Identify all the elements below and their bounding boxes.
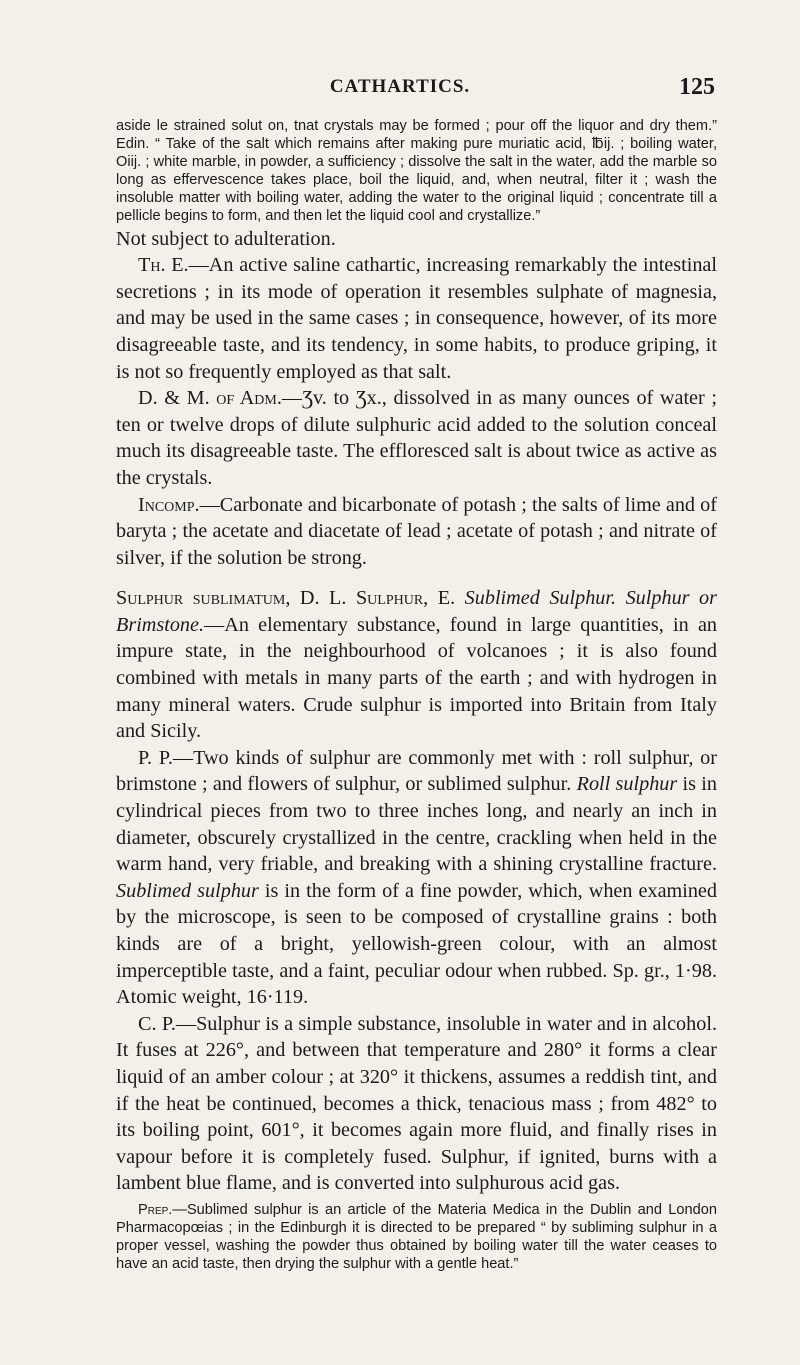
sulphur-heading-a: Sulphur sublimatum, D. L.: [116, 587, 347, 610]
sulphur-heading-c: Sublimed Sulphur. Sulphur or Brimstone.: [116, 587, 717, 636]
sublimed-sulphur-label: Sublimed sulphur: [116, 879, 259, 902]
sulphur-entry-paragraph: [116, 585, 717, 745]
th-e-label: Th. E.: [138, 254, 189, 277]
roll-sulphur-label: Roll sulphur: [576, 773, 678, 796]
incomp-label: Incomp.: [138, 493, 200, 516]
sulphur-text: —An elementary substance, found in large quantities, in an impure state, in the neighbourhood of volcanoes ; it is also found combined with metals in many parts of the earth ; and with hydrogen in many mineral waters. Crude sulphur is imported into Britain from Italy and Sicily.: [116, 613, 717, 743]
page-body: [116, 117, 717, 1273]
preparation-paragraph: [116, 1201, 717, 1273]
therapeutic-effects-paragraph: [116, 252, 717, 385]
running-title: CATHARTICS.: [329, 76, 471, 97]
pp-text-a: —Two kinds of sulphur are commonly met with : roll sulphur, or brimstone ; and flowers of sulphur, or sublimed sulphur.: [116, 746, 717, 796]
dose-paragraph: [116, 385, 717, 491]
sulphur-heading-b: Sulphur, E.: [355, 587, 456, 610]
cp-text: —Sulphur is a simple substance, insoluble in water and in alcohol. It fuses at 226°, and between that temperature and 280° it forms a clear liquid of an amber colour ; at 320° it thickens, assumes a reddish tint, and if the heat be continued, becomes a thick, tenacious mass ; from 482° to its boiling point, 601°, it becomes again more fluid, and finally rises in vapour before it is completely fused. Sulphur, if ignited, burns with a lambent blue flame, and is converted into sulphurous acid gas.: [116, 1012, 717, 1195]
page-number: 125: [679, 74, 715, 100]
incompatibles-paragraph: [116, 492, 717, 572]
physical-properties-paragraph: [116, 745, 717, 1011]
pp-text-c: is in the form of a fine powder, which, when examined by the microscope, is seen to be composed of crystalline grains : both kinds are of a bright, yellowish-green colour, with an almost imperceptible taste, and a faint, peculiar odour when rubbed. Sp. gr., 1·98. Atomic weight, 16·119.: [116, 879, 717, 1009]
running-header: [0, 74, 800, 104]
cp-label: C. P.: [138, 1012, 176, 1035]
adulteration-note: Not subject to adulteration.: [116, 227, 336, 250]
intro-paragraph: aside le strained solut on, tnat crystals may be formed ; pour off the liquor and dry them.” Edin. “ Take of the salt which remains after making pure muriatic acid, ℔ij. ; boiling water, Oiij. ; white marble, in powder, a sufficiency ; dissolve the salt in the water, add the marble so long as effervescence takes place, boil the liquid, and, when neutral, filter it ; wash the insoluble matter with boiling water, adding the water to the original liquid ; concentrate till a pellicle begins to form, and then let the liquid cool and crystallize.”: [116, 118, 717, 225]
dose-text: —Ʒv. to Ʒx., dissolved in as many ounces of water ; ten or twelve drops of dilute sulphuric acid added to the solution conceal much its disagreeable taste. The effloresced salt is about twice as active as the crystals.: [116, 387, 717, 489]
th-e-text: —An active saline cathartic, increasing remarkably the intestinal secretions ; in its mode of operation it resembles sulphate of magnesia, and may be used in the same cases ; in consequence, however, of its more disagreeable taste, and its tendency, in some habits, to produce griping, it is not so frequently employed as that salt.: [116, 254, 717, 383]
pp-label: P. P.: [138, 746, 173, 769]
dose-label: D. & M. of Adm.: [138, 387, 282, 410]
incomp-text: —Carbonate and bicarbonate of potash ; the salts of lime and of baryta ; the acetate and diacetate of lead ; acetate of potash ; and nitrate of silver, if the solution be strong.: [116, 493, 717, 569]
chemical-properties-paragraph: [116, 1011, 717, 1197]
pp-text-b: is in cylindrical pieces from two to three inches long, and nearly an inch in diameter, obscurely crystallized in the centre, crackling when held in the warm hand, very friable, and breaking with a shining crystalline fracture.: [116, 773, 718, 876]
prep-text: —Sublimed sulphur is an article of the Materia Medica in the Dublin and London Pharmacopœias ; in the Edinburgh it is directed to be prepared “ by subliming sulphur in a proper vessel, washing the powder thus obtained by boiling water till the water ceases to have an acid taste, then drying the sulphur with a gentle heat.”: [116, 1201, 717, 1273]
prep-label: Prep.: [138, 1201, 173, 1218]
